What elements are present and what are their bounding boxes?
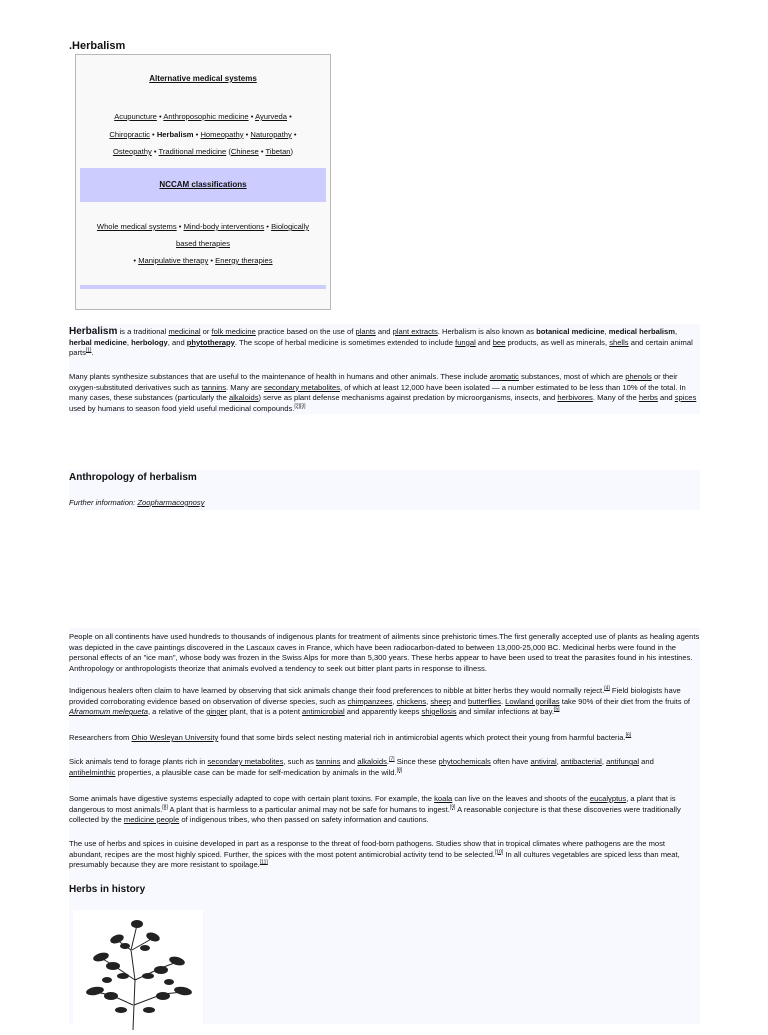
herb-plant-illustration — [73, 910, 203, 1030]
ref-9[interactable]: [9] — [449, 803, 456, 810]
section-heading-herbs-in-history: Herbs in history — [69, 884, 146, 895]
ref-11[interactable]: [11] — [259, 859, 268, 866]
link-alkaloids-2[interactable]: alkaloids — [357, 757, 387, 766]
link-homeopathy[interactable]: Homeopathy — [200, 129, 244, 139]
link-mind-body-interventions[interactable]: Mind-body interventions — [183, 222, 265, 231]
link-antihelminthic[interactable]: antihelminthic — [69, 767, 116, 777]
link-koala[interactable]: koala — [434, 794, 453, 803]
link-ginger[interactable]: ginger — [206, 707, 228, 716]
link-phenols[interactable]: phenols — [625, 372, 652, 381]
link-shells[interactable]: shells — [609, 337, 629, 347]
link-osteopathy[interactable]: Osteopathy — [112, 147, 152, 156]
lead-term: Herbalism — [69, 326, 118, 337]
link-chickens[interactable]: chickens — [396, 696, 427, 706]
link-shigellosis[interactable]: shigellosis — [421, 707, 457, 716]
infobox-title[interactable] — [76, 74, 330, 83]
link-sheep[interactable]: sheep — [430, 696, 452, 706]
section-heading-anthropology: Anthropology of herbalism — [69, 472, 197, 483]
page-title: .Herbalism — [69, 40, 126, 52]
link-herbs[interactable]: herbs — [638, 393, 658, 402]
intro-paragraph-2: Many plants synthesize substances that are useful to the maintenance of health in humans and other animals. These include aromatic substances, most of which are phenols or their oxygen-substituted derivatives such as tannins. Many are secondary metabolites, of which at least 12,000 have been isolated — a number estimated to be less than 10% of the total. In many cases, these substances (particularly the alkaloids) serve as plant defense mechanisms against predation by microorganisms, insects, and herbivores. Many of the herbs and spices used by humans to season food yield useful medicinal compounds.[2][3] — [69, 372, 697, 413]
link-aromatic[interactable]: aromatic — [489, 372, 519, 381]
infobox-nccam-header[interactable] — [80, 168, 326, 202]
herb-plant-drawing — [73, 910, 203, 1030]
link-alkaloids[interactable]: alkaloids — [228, 393, 259, 402]
ref-4[interactable]: [4] — [604, 685, 610, 692]
infobox-title-link[interactable]: Alternative medical systems — [149, 74, 257, 83]
ref-7[interactable]: [7] — [389, 756, 395, 763]
link-tannins-2[interactable]: tannins — [315, 757, 341, 766]
link-plants[interactable]: plants — [355, 327, 376, 336]
link-eucalyptus[interactable]: eucalyptus — [589, 794, 627, 803]
nccam-link[interactable]: NCCAM classifications — [159, 180, 247, 189]
link-chiropractic[interactable]: Chiropractic — [109, 129, 150, 139]
link-medicine-people[interactable]: medicine people — [123, 815, 180, 824]
link-whole-medical-systems[interactable]: Whole medical systems — [96, 222, 177, 231]
body-paragraph-4: Sick animals tend to forage plants rich in secondary metabolites, such as tannins and alkaloids.[7] Since these phytochemicals often have antiviral, antibacterial, antifungal and antihelminthic properties, a plausible case can be made for self-medication by animals in the wild.[8] — [69, 756, 654, 777]
link-antiviral[interactable]: antiviral — [530, 757, 557, 766]
link-ayurveda[interactable]: Ayurveda — [255, 112, 288, 121]
link-aframomum-melegueta[interactable]: Aframomum melegueta — [69, 707, 148, 716]
body-paragraph-6: The use of herbs and spices in cuisine developed in part as a response to the threat of food-born pathogens. Studies show that in tropical climates where pathogens are the most abundant, recipes are the most highly spiced. Further, the spices with the most potent antimicrobial activity tend to be selected.[10] In all cultures vegetables are spiced less than meat, presumably because they are more resistant to spoilage.[11] — [69, 839, 680, 869]
ref-8-b[interactable]: [8] — [162, 803, 168, 810]
link-plant-extracts[interactable]: plant extracts — [392, 327, 438, 336]
ref-1[interactable]: [1] — [85, 347, 92, 354]
link-antimicrobial[interactable]: antimicrobial — [302, 707, 345, 716]
body-paragraph-3: Researchers from Ohio Wesleyan University found that some birds select nesting material rich in antimicrobial agents which protect their young from harmful bacteria.[6] — [69, 732, 632, 742]
link-lowland-gorillas[interactable]: Lowland gorillas — [505, 696, 560, 706]
intro-paragraph-1: Herbalism is a traditional medicinal or folk medicine practice based on the use of plants and plant extracts. Herbalism is also known as botanical medicine, medical herbalism, herbal medicine, herbology, and phytotherapy. The scope of herbal medicine is sometimes extended to include fungal and bee products, as well as minerals, shells and certain animal parts[1]. — [69, 326, 693, 357]
anthropology-section — [69, 470, 700, 510]
link-chinese[interactable]: Chinese — [230, 147, 259, 156]
infobox-footer-bar — [80, 285, 326, 289]
ref-5[interactable]: [5] — [553, 706, 560, 713]
infobox-systems-list: Acupuncture • Anthroposophic medicine • Ayurveda • Chiropractic • Herbalism • Homeopathy • Naturopathy • Osteopathy • Traditional medicine (Chinese • Tibetan) — [109, 112, 297, 156]
current-herbalism: Herbalism — [156, 129, 194, 139]
link-chimpanzees[interactable]: chimpanzees — [347, 696, 393, 706]
link-folk-medicine[interactable]: folk medicine — [211, 327, 256, 336]
ref-6[interactable]: [6] — [625, 732, 632, 739]
link-spices[interactable]: spices — [674, 393, 697, 402]
link-phytotherapy[interactable]: phytotherapy — [186, 337, 235, 347]
anthropology-body-section — [69, 628, 700, 1024]
link-biologically-based-therapies[interactable]: Biologically based therapies — [175, 222, 310, 248]
infobox-alternative-medical-systems — [75, 54, 331, 310]
link-bee[interactable]: bee — [492, 337, 506, 347]
link-ohio-wesleyan-university[interactable]: Ohio Wesleyan University — [131, 733, 219, 742]
link-secondary-metabolites-2[interactable]: secondary metabolites — [207, 757, 284, 766]
link-naturopathy[interactable]: Naturopathy — [250, 129, 292, 139]
link-tannins[interactable]: tannins — [201, 382, 227, 392]
link-antifungal[interactable]: antifungal — [606, 757, 640, 766]
body-paragraph-2: Indigenous healers often claim to have learned by observing that sick animals change their food preferences to nibble at bitter herbs they would normally reject.[4] Field biologists have provided corroborating evidence based on observation of diverse species, such as chimpanzees, chickens, sheep and butterflies. Lowland gorillas take 90% of their diet from the fruits of Aframomum melegueta, a relative of the ginger plant, that is a potent antimicrobial and apparently keeps shigellosis and similar infections at bay.[5] — [69, 685, 691, 716]
ref-10[interactable]: [10] — [494, 848, 504, 855]
link-medicinal[interactable]: medicinal — [168, 327, 201, 336]
link-zoopharmacognosy[interactable]: Zoopharmacognosy — [137, 498, 205, 507]
link-energy-therapies[interactable]: Energy therapies — [215, 256, 273, 265]
link-manipulative-therapy[interactable]: Manipulative therapy — [138, 256, 209, 265]
link-phytochemicals[interactable]: phytochemicals — [438, 757, 491, 766]
ref-8[interactable]: [8] — [396, 766, 403, 773]
link-butterflies[interactable]: butterflies — [467, 696, 501, 706]
body-paragraph-5: Some animals have digestive systems especially adapted to cope with certain plant toxins. For example, the koala can live on the leaves and shoots of the eucalyptus, a plant that is dangerous to most animals.[8] A plant that is harmless to a particular animal may not be safe for humans to ingest.[9] A reasonable conjecture is that these discoveries were traditionally collected by the medicine people of indigenous tribes, who then passed on safety information and cautions. — [69, 794, 681, 824]
further-information: Further information: Zoopharmacognosy — [69, 498, 205, 507]
link-traditional-medicine[interactable]: Traditional medicine — [158, 147, 227, 156]
link-acupuncture[interactable]: Acupuncture — [114, 112, 157, 121]
infobox-classifications-list: Whole medical systems • Mind-body interventions • Biologically based therapies • Manipulative therapy • Energy therapies — [96, 222, 310, 265]
link-herbivores[interactable]: herbivores — [557, 393, 593, 402]
intro-section — [69, 324, 700, 414]
link-fungal[interactable]: fungal — [455, 337, 476, 347]
link-secondary-metabolites[interactable]: secondary metabolites — [264, 382, 341, 392]
ref-2-3[interactable]: [2][3] — [294, 402, 306, 409]
link-antibacterial[interactable]: antibacterial — [560, 757, 602, 766]
body-paragraph-1: People on all continents have used hundreds to thousands of indigenous plants for treatment of ailments since prehistoric times.The first generally accepted use of plants as healing agents was depicted in the cave paintings discovered in the Lascaux caves in France, which have been radiocarbon-dated to between 13,000-25,000 BC. Medicinal herbs were found in the personal effects of an "ice man", whose body was frozen in the Swiss Alps for more than 5,300 years. These herbs appear to have been used to treat the parasites found in his intestines. Anthropology or anthropologists theorize that animals evolved a tendency to seek out bitter plant parts in response to illness. — [69, 632, 700, 673]
link-anthroposophic-medicine[interactable]: Anthroposophic medicine — [163, 112, 249, 121]
link-tibetan[interactable]: Tibetan — [265, 147, 291, 156]
